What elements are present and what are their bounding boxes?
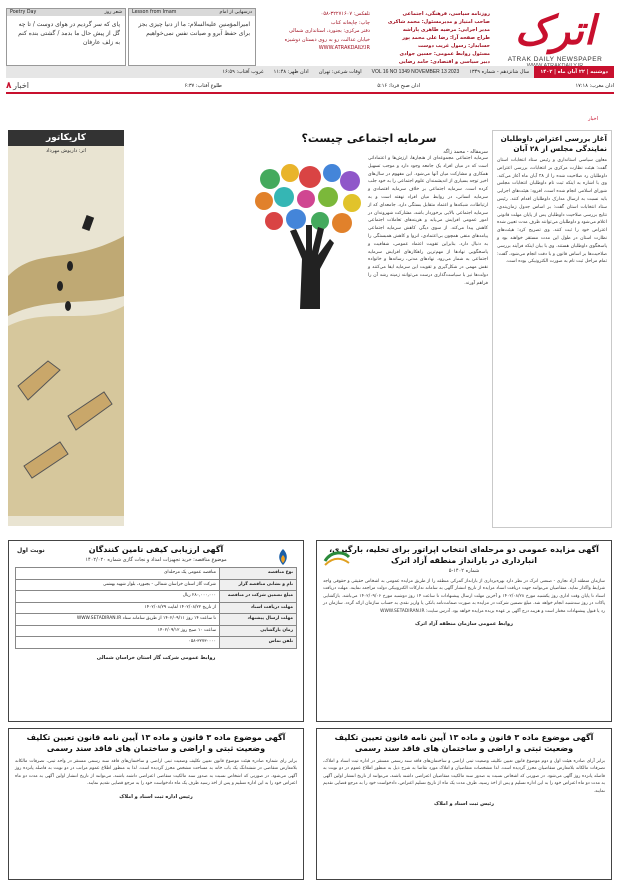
table-key: تلفن تماس <box>220 637 297 649</box>
table-row <box>16 591 297 603</box>
table-value: ۲۸۰,۰۰۰,۰۰۰ ریال <box>16 591 220 603</box>
contact-line[interactable]: WWW.ATRAKDAILY.IR <box>318 45 370 51</box>
news-headline[interactable]: آغاز بررسی اعتراض داوطلبان نمایندگی مجلس از ۲۸ آبان <box>500 134 607 153</box>
table-key: زمان بازگشایی <box>220 625 297 637</box>
cartoon-column <box>8 130 124 526</box>
table-value: ۰۵۸-۳۲۷۳۰۰۰۰ <box>16 637 220 649</box>
prayer-time: اذان صبح فردا: ۵:۱۶ <box>377 83 420 89</box>
ad-title[interactable]: آگهی ارزیابی کیفی تامین کنندگان <box>88 545 224 554</box>
tender-table <box>15 567 297 649</box>
editorial-column <box>250 130 488 526</box>
raised-hands-illustration <box>250 159 368 309</box>
table-value: ساعت ۱۰ صبح روز ۱۴۰۲/۰۹/۱۲ <box>16 625 220 637</box>
contact-line: دفتر مرکزی: بجنورد، استانداری شمالی <box>288 28 370 34</box>
ad-body: سازمان منطقه آزاد تجاری - صنعتی اترک در نظر دارد بهره‌برداری از بارانداز گمرکی منطقه را از طریق مزایده عمومی به اشخاص حقیقی و حقوقی واجد شرایط واگذار نماید. متقاضیان می‌توانند جهت دریافت اسناد مزایده از تاریخ انتشار آگهی به سامانه تدارکات الکترونیکی دولت مراجعه نمایند. مهلت دریافت اسناد تا پایان وقت اداری روز یکشنبه مورخ ۱۴۰۲/۰۸/۲۸ و آخرین مهلت ارسال پیشنهادات تا ساعت ۱۴ روز دوشنبه مورخ ۱۴۰۲/۰۹/۰۶ می‌باشد. بازگشایی پاکات در روز سه‌شنبه انجام خواهد شد. مبلغ تضمین شرکت در مزایده به صورت ضمانت‌نامه بانکی یا واریز نقدی به حساب سازمان ارائه گردد. سازمان در رد یا قبول پیشنهادات مختار است و هزینه درج آگهی بر عهده برنده مزایده خواهد بود. آدرس سایت: WWW.SETADIRAN.IR <box>323 579 605 614</box>
prayer-time: اذان ظهر: ۱۱:۴۸ <box>273 69 309 75</box>
contact-line: خیابان عدالت، رو به روی دبستان دوشیزه <box>284 36 370 43</box>
credit-line: حسابدار: رسول غریب دوست <box>418 43 490 49</box>
page-number: ۸ <box>6 81 12 91</box>
cartoon-artist: اثر: داریوش مهرداد <box>45 148 87 154</box>
table-key: مهلت دریافت اسناد <box>220 602 297 614</box>
table-key: نام و نشانی مناقصه گزار <box>220 579 297 591</box>
table-key: نوع مناقصه <box>220 568 297 580</box>
prayer-city: اوقات شرعی: تهران <box>318 69 362 75</box>
table-row <box>16 602 297 614</box>
news-body: معاون سیاسی استانداری و رئیس ستاد انتخابات استان گفت: هیئت نظارت مرکزی بر انتخابات، بررسی اعتراض داوطلبان رد صلاحیت شده را از ۲۸ آبان ماه آغاز می‌کند. وی با اشاره به اینکه ثبت نام داوطلبان انتخابات مجلس شورای اسلامی انجام شده است، افزود: هیئت‌های اجرایی باید نسبت به ارسال مدارک داوطلبان اقدام کنند. رئیس ستاد انتخابات استان گفت: بر اساس جدول زمان‌بندی، نتایج بررسی صلاحیت داوطلبان پس از پایان مهلت قانونی اعلام می‌شود و داوطلبان می‌توانند ظرف مدت تعیین شده اعتراض خود را ثبت کنند. وی تصریح کرد: هیئت‌های نظارت استان در طول این مدت مستقر خواهند بود و پاسخگوی داوطلبان هستند. وی با بیان اینکه فرآیند بررسی صلاحیت‌ها بر اساس قانون و با دقت انجام می‌شود، گفت: تمام مراحل ثبت نام به صورت الکترونیکی بوده است. <box>497 158 608 265</box>
prayer-time: طلوع آفتاب: ۶:۳۷ <box>184 83 222 89</box>
poetry-day-box <box>6 8 126 66</box>
ad-subtitle: موضوع مناقصه: خرید تجهیزات امداد و نجات گازی شماره ۱۴۰۲/۰۲۰ <box>85 557 227 563</box>
land-registry-ad-1 <box>316 728 612 880</box>
imam-box-text: امیرالمؤمنین علیه‌السلام: ما از دنیا چیزی بجز برای حفظ آبرو و صیانت نفس نمی‌خواهیم <box>138 21 250 37</box>
tender-ad-atrak <box>316 540 612 722</box>
credit-line: مسئول روابط عمومی: حسین جوادی <box>399 51 490 57</box>
issue-date: دوشنبه | ۲۲ آبان ماه | ۱۴۰۲ <box>534 66 614 78</box>
contact-line: تلفکس: ۳۲۲۷۱۶۰۷-۰۵۸ <box>320 11 370 17</box>
issue-number: سال شانزدهم - شماره ۱۳۴۹ <box>469 69 530 75</box>
ad-title[interactable]: آگهی موضوع ماده ۳ قانون و ماده ۱۳ آیین نامه قانون تعیین تکلیف وضعیت ثبتی و اراضی و ساختمان های فاقد سند رسمی <box>334 733 594 753</box>
table-row <box>16 637 297 649</box>
ad-signature: روابط عمومی سازمان منطقه آزاد اترک <box>415 621 513 628</box>
poetry-box-head: شعر روز <box>104 10 122 15</box>
news-column <box>492 130 612 528</box>
section-label: اخبار <box>588 116 598 122</box>
table-row <box>16 614 297 626</box>
ad-signature: رئیس اداره ثبت اسناد و املاک <box>119 793 193 800</box>
imam-lesson-box <box>128 8 256 66</box>
editorial-author: سرمقاله - محمد زاگه <box>443 149 488 155</box>
date-bar <box>6 66 614 78</box>
ad-body: برابر آرای صادره هیئت اول و دوم موضوع قانون تعیین تکلیف وضعیت ثبتی اراضی و ساختمان‌های فاقد سند رسمی مستقر در اداره ثبت اسناد و املاک، تصرفات مالکانه بلامعارض متقاضیان محرز گردیده است. لذا مشخصات متقاضیان و املاک مورد تقاضا به شرح ذیل به منظور اطلاع عموم در دو نوبت به فاصله پانزده روز آگهی می‌شود. در صورتی که اشخاص نسبت به صدور سند مالکیت متقاضیان اعتراضی داشته باشند، می‌توانند از تاریخ انتشار اولین آگهی به مدت دو ماه اعتراض خود را به این اداره تسلیم و پس از اخذ رسید، ظرف مدت یک ماه از تاریخ تسلیم اعتراض، دادخواست خود را به مرجع قضایی تقدیم نمایند. <box>323 759 605 794</box>
imam-box-head: درسهایی از امام <box>219 10 252 15</box>
free-zone-logo <box>323 547 351 567</box>
page-bar <box>6 80 614 94</box>
ad-title[interactable]: آگهی موضوع ماده ۳ قانون و ماده ۱۳ آیین نامه قانون تعیین تکلیف وضعیت ثبتی و اراضی و ساختمان های فاقد سند رسمی <box>26 733 286 753</box>
prayer-time: اذان مغرب: ۱۷:۱۸ <box>575 83 614 89</box>
ad-subtitle: شماره ۱۴۰۲-۵ <box>448 568 480 574</box>
table-value: شرکت گاز استان خراسان شمالی - بجنورد، بلوار شهید بهشتی <box>16 579 220 591</box>
credit-line: دبیر سیاسی و اقتصادی: حامد رضایی <box>398 59 490 65</box>
volume-en: VOL 16 NO 1349 NOVEMBER 13 2023 <box>371 69 460 75</box>
masthead-credits <box>378 10 490 66</box>
table-value: مناقصه عمومی یک مرحله‌ای <box>16 568 220 580</box>
ad-signature: روابط عمومی شرکت گاز استان خراسان شمالی <box>96 654 216 661</box>
table-row <box>16 625 297 637</box>
editorial-body: سرمایه اجتماعی مجموعه‌ای از هنجارها، ارزش‌ها و اعتماداتی است که در میان افراد یک جامعه وجود دارد و موجب تسهیل همکاری و مشارکت میان آنها می‌شود. این مفهوم در سال‌های اخیر توجه بسیاری از اندیشمندان علوم اجتماعی را به خود جلب کرده است. سرمایه اجتماعی بر خلاف سرمایه اقتصادی و سرمایه انسانی، در روابط میان افراد نهفته است و به ارتباطات، شبکه‌ها و اعتماد متقابل بستگی دارد. جامعه‌ای که از سرمایه اجتماعی بالایی برخوردار باشد، مشارکت شهروندان در امور عمومی افزایش می‌یابد و هزینه‌های تعاملات اجتماعی کاهش پیدا می‌کند. از سوی دیگر، کاهش سرمایه اجتماعی پیامدهای منفی همچون بی‌اعتمادی، انزوا و کاهش همبستگی را به دنبال دارد. بنابراین تقویت اعتماد عمومی، شفافیت و پاسخگویی نهادها از مهم‌ترین راهکارهای افزایش سرمایه اجتماعی به شمار می‌رود. نهادهای مدنی، رسانه‌ها و خانواده نقش مهمی در شکل‌گیری و تقویت این سرمایه ایفا می‌کنند و دولت‌ها نیز با سیاست‌گذاری درست می‌توانند زمینه رشد آن را فراهم آورند. <box>368 156 488 286</box>
credit-line: صاحب امتیاز و مدیرمسئول: محمد شاکری <box>387 19 490 25</box>
contact-line: چاپ: چاپخانه کتاب <box>330 19 370 26</box>
logo-english-name: ATRAK DAILY NEWSPAPER <box>507 56 603 63</box>
prayer-time: غروب آفتاب: ۱۶:۵۹ <box>222 69 264 75</box>
gas-company-logo <box>269 547 297 567</box>
poetry-box-text: پای که سر گردیم در هوای دوست / تا چه گل از پیش حال ما بدمد / گشتی بنده کنم به زلف عارفان <box>18 21 120 46</box>
table-key: مبلغ تضمین شرکت در مناقصه <box>220 591 297 603</box>
table-key: مهلت ارسال پیشنهاد <box>220 614 297 626</box>
credit-line: مدیر اجرایی: مرضیه طاهری پاراشه <box>402 27 490 33</box>
table-row <box>16 579 297 591</box>
poetry-box-head-en: Poetry Day <box>10 10 37 15</box>
land-registry-ad-2 <box>8 728 304 880</box>
ad-body: برابر رای شماره صادره هیئت موضوع قانون تعیین تکلیف وضعیت ثبتی اراضی و ساختمان‌های فاقد سند رسمی مستقر در واحد ثبتی، تصرفات مالکانه بلامعارض متقاضی در ششدانگ یک باب خانه به مساحت مشخص محرز گردیده است. لذا به منظور اطلاع عموم مراتب در دو نوبت به فاصله پانزده روز آگهی می‌شود. در صورتی که اشخاص نسبت به صدور سند مالکیت متقاضی اعتراضی داشته باشند، می‌توانند از تاریخ انتشار اولین آگهی به مدت دو ماه اعتراض خود را به این اداره تسلیم و پس از اخذ رسید ظرف یک ماه دادخواست خود را به مرجع قضایی تقدیم نمایند. <box>15 759 297 787</box>
credit-line: روزنامه سیاسی، فرهنگی، اجتماعی <box>402 11 490 17</box>
round-badge: نوبت اول <box>17 547 45 554</box>
ad-title[interactable]: آگهی مزایده عمومی دو مرحله‌ای انتخاب اپراتور برای تخلیه، بارگیری، انبارداری در بارانداز منطقه آزاد اترک <box>329 545 599 565</box>
page-name: اخبار <box>13 81 30 90</box>
logo-word: اترک <box>514 7 596 54</box>
masthead-contact <box>260 10 370 53</box>
table-row <box>16 568 297 580</box>
credit-line: طراح صفحه آرا: رضا علی محمد پور <box>402 35 490 41</box>
tender-ad-gas <box>8 540 304 722</box>
table-value: از تاریخ ۱۴۰۲/۰۸/۲۲ لغایت ۱۴۰۲/۰۸/۲۹ <box>16 602 220 614</box>
cartoon-heading: کاریکاتور <box>8 130 124 146</box>
editorial-title[interactable]: سرمایه اجتماعی چیست؟ <box>301 132 437 145</box>
table-value: تا ساعت ۱۴ روز ۱۴۰۲/۰۹/۱۱ از طریق سامانه ستاد WWW.SETADIRAN.IR <box>16 614 220 626</box>
desert-footprints-cartoon <box>8 156 124 516</box>
imam-box-head-en: Lesson from Imam <box>132 10 177 15</box>
ad-signature: رئیس ثبت اسناد و املاک <box>434 801 494 808</box>
